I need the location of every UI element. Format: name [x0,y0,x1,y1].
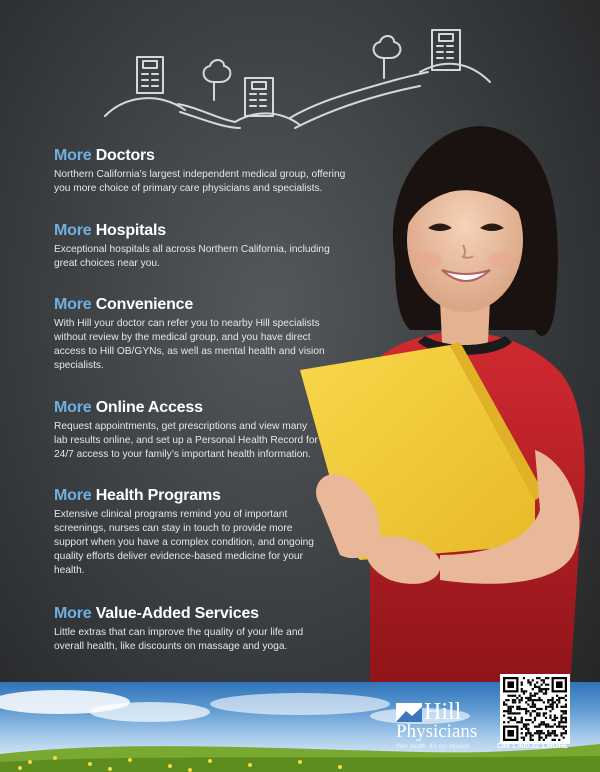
benefit-hospitals [54,222,334,271]
benefit-title [54,222,334,240]
benefit-value-added-services [54,605,316,654]
benefit-title [54,605,316,623]
logo-word-physicians: Physicians [396,721,478,742]
benefit-description: Little extras that can improve the quality of your life and overall health, like discounts on massage and yoga. [54,627,304,652]
qr-code-graphic [503,677,567,741]
benefit-description: With Hill your doctor can refer you to nearby Hill specialists without review by the medical group, and you have direct access to Hill OB/GYNs, as well as mental health and vision specialists. [54,318,325,371]
logo-word-hill: Hill [424,699,462,725]
more-label: More [54,605,92,622]
qr-code[interactable] [500,674,570,744]
benefit-description: Northern California’s largest independent medical group, offering you more choice of primary care physicians and specialists. [54,169,346,194]
more-label: More [54,399,92,416]
benefit-description: Request appointments, get prescriptions and view many lab results online, and set up a Personal Health Record for 24/7 access to your family’s important health information. [54,421,318,460]
logo-mark-icon [396,703,422,722]
more-label: More [54,487,92,504]
benefit-doctors [54,147,354,196]
more-label: More [54,147,92,164]
hill-physicians-logo [394,700,494,760]
benefit-title [54,399,320,417]
more-label: More [54,296,92,313]
girl-with-folder-illustration [300,110,600,690]
benefit-heading: Value-Added Services [95,605,259,622]
benefit-convenience [54,296,330,373]
benefit-heading: Convenience [95,296,194,313]
benefit-description: Extensive clinical programs remind you of important screenings, nurses can stay in touch to provide more support when you have a complex condition, and ongoing quality efforts deliver evidence-based medicine for your health. [54,509,314,576]
benefit-health-programs [54,487,322,578]
benefit-heading: Health Programs [95,487,221,504]
benefit-description: Exceptional hospitals all across Northern California, including great choices near you. [54,244,330,269]
logo-tagline: Your health. It’s our mission [396,744,470,750]
benefit-title [54,296,330,314]
benefit-title [54,487,322,505]
benefit-title [54,147,354,165]
benefit-heading: Online Access [95,399,203,416]
benefit-heading: Doctors [95,147,155,164]
call-phone-number[interactable]: Call 1.800.32.1.MORE [497,743,568,750]
benefit-online-access [54,399,320,462]
more-label: More [54,222,92,239]
benefit-heading: Hospitals [95,222,166,239]
